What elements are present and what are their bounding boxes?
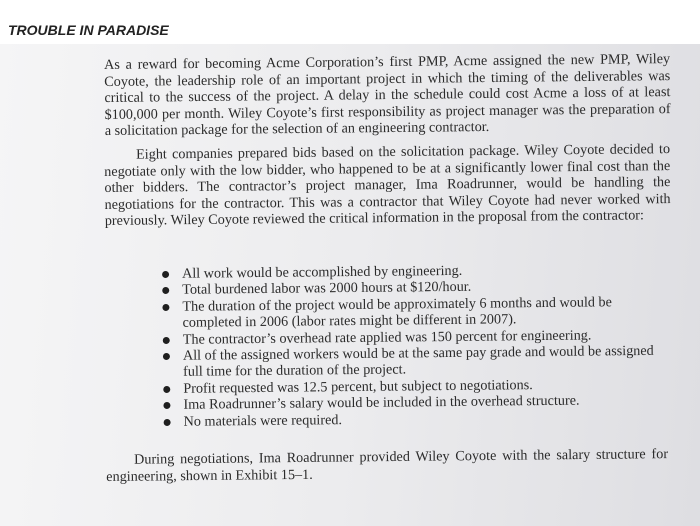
bullet-icon (163, 353, 170, 360)
list-item-text: No materials were required. (183, 411, 343, 430)
list-item-text: All of the assigned workers would be at the same pay grade and would be assigned full time for the duration of the project. (182, 342, 654, 381)
section-title: TROUBLE IN PARADISE (8, 22, 169, 38)
bullet-icon (163, 386, 170, 393)
list-item-text: Total burdened labor was 2000 hours at $120/hour. (182, 279, 472, 299)
bullet-icon (162, 287, 169, 294)
paragraph-intro: As a reward for becoming Acme Corporation’s first PMP, Acme assigned the new PMP, Wiley Coyote, the leadership role of an important project in which the timing of the deliverables was critical to the success of the project. A delay in the schedule could cost Acme a loss of at least $100,000 per month. Wiley Coyote’s first responsibility as project manager was the preparation of a solicitation package for the selection of an engineering contractor. (104, 51, 671, 140)
list-item-text: Ima Roadrunner’s salary would be included in the overhead structure. (183, 392, 580, 414)
list-item-text: The duration of the project would be approximately 6 months and would be completed in 2006 (labor rates might be different in 2007). (182, 294, 612, 332)
bullet-icon (163, 402, 170, 409)
header-bar (0, 0, 700, 45)
list-item (162, 294, 662, 332)
bullet-icon (164, 419, 171, 426)
bullet-icon (163, 337, 170, 344)
list-item-text: The contractor’s overhead rate applied was 150 percent for engineering. (182, 327, 592, 348)
bullet-icon (162, 304, 169, 311)
bullet-icon (162, 271, 169, 278)
document-page (0, 44, 700, 526)
paragraph-negotiations: During negotiations, Ima Roadrunner provided Wiley Coyote with the salary structure for engineering, shown in Exhibit 15–1. (106, 446, 669, 485)
list-item-text: All work would be accomplished by engineering. (181, 262, 463, 282)
list-item-text: Profit requested was 12.5 percent, but subject to negotiations. (183, 376, 533, 397)
list-item (163, 343, 663, 381)
proposal-bullet-list (162, 261, 664, 430)
paragraph-bids: Eight companies prepared bids based on the solicitation package. Wiley Coyote decided to negotiate only with the low bidder, who happened to be at a significantly lower final cost than the other bidders. The contractor’s project manager, Ima Roadrunner, would be handling the negotiations for the contractor. This was a contractor that Wiley Coyote had never worked with previously. Wiley Coyote reviewed the critical information in the proposal from the contractor: (104, 141, 671, 230)
